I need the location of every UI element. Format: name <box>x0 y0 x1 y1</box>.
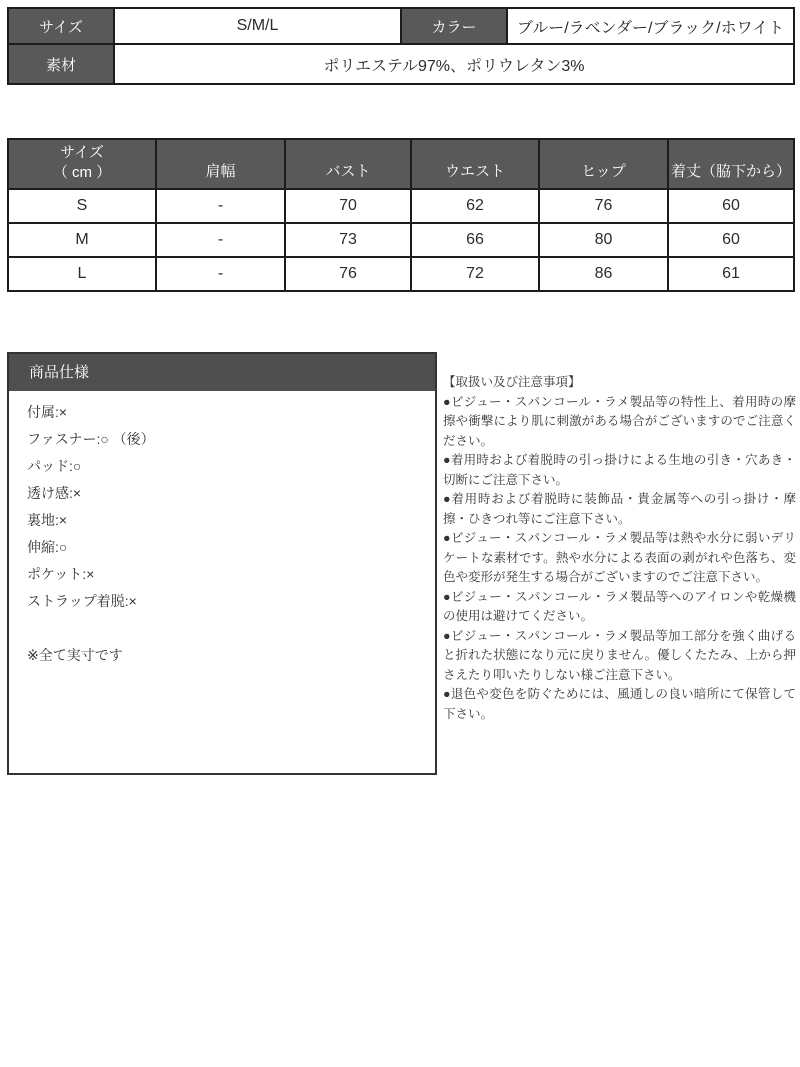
spec-item-pad: パッド:○ <box>27 458 82 474</box>
length-header-cell: 着丈（脇下から） <box>668 139 794 189</box>
product-spec-title: 商品仕様 <box>9 354 435 391</box>
length-value: 60 <box>668 223 794 257</box>
size-chart-row-m <box>8 223 794 257</box>
handling-note-item: ●ビジュー・スパンコール・ラメ製品等へのアイロンや乾燥機の使用は避けてください。 <box>443 589 796 623</box>
waist-value: 62 <box>411 189 539 223</box>
product-spec-box <box>7 352 437 775</box>
handling-notes <box>443 373 796 724</box>
spec-item-pocket: ポケット:× <box>27 566 95 582</box>
size-label: S <box>8 189 156 223</box>
handling-note-item: ●着用時および着脱時の引っ掛けによる生地の引き・穴あき・切断にご注意下さい。 <box>443 453 796 487</box>
size-label: L <box>8 257 156 291</box>
color-value-cell: ブルー/ラベンダー/ブラック/ホワイト <box>507 8 794 44</box>
length-value: 61 <box>668 257 794 291</box>
bust-value: 76 <box>285 257 411 291</box>
waist-value: 72 <box>411 257 539 291</box>
handling-note-item: ●着用時および着脱時に装飾品・貴金属等への引っ掛け・摩擦・ひきつれ等にご注意下さい。 <box>443 492 796 526</box>
spec-item-fastener: ファスナー:○ （後） <box>27 431 155 447</box>
size-cm-header-cell <box>8 139 156 189</box>
material-value-cell: ポリエステル97%、ポリウレタン3% <box>114 44 794 84</box>
material-label-cell: 素材 <box>8 44 114 84</box>
spec-item-fuzoku: 付属:× <box>27 404 68 420</box>
size-chart-table <box>7 138 795 292</box>
handling-note-item: ●退色や変色を防ぐためには、風通しの良い暗所にて保管して下さい。 <box>443 687 796 721</box>
hip-header-cell: ヒップ <box>539 139 668 189</box>
handling-notes-title: 【取扱い及び注意事項】 <box>443 375 581 389</box>
handling-note-item: ●ビジュー・スパンコール・ラメ製品等は熱や水分に弱いデリケートな素材です。熱や水分による表面の剥がれや色落ち、変色や変形が発生する場合がございますのでご注意下さい。 <box>443 531 796 584</box>
handling-note-item: ●ビジュー・スパンコール・ラメ製品等の特性上、着用時の摩擦や衝撃により肌に刺激がある場合がございますのでご注意ください。 <box>443 394 796 448</box>
size-chart-row-s <box>8 189 794 223</box>
bust-value: 73 <box>285 223 411 257</box>
spec-summary-table <box>7 7 795 85</box>
bust-header-cell: バスト <box>285 139 411 189</box>
shoulder-header-cell: 肩幅 <box>156 139 285 189</box>
length-value: 60 <box>668 189 794 223</box>
spec-item-strap: ストラップ着脱:× <box>27 593 137 609</box>
product-spec-list <box>9 391 435 669</box>
hip-value: 76 <box>539 189 668 223</box>
size-chart-header-row <box>8 139 794 189</box>
spec-item-sukekan: 透け感:× <box>27 485 82 501</box>
spec-item-shinshuku: 伸縮:○ <box>27 539 68 555</box>
size-value-cell: S/M/L <box>114 8 401 44</box>
size-chart-row-l <box>8 257 794 291</box>
spec-item-uraji: 裏地:× <box>27 512 68 528</box>
size-header-line2: （ cm ） <box>52 164 112 181</box>
handling-note-item: ●ビジュー・スパンコール・ラメ製品等加工部分を強く曲げると折れた状態になり元に戻りません。優しくたたみ、上から押さえたり叩いたりしない様ご注意下さい。 <box>443 628 796 682</box>
bust-value: 70 <box>285 189 411 223</box>
shoulder-value: - <box>156 223 285 257</box>
hip-value: 80 <box>539 223 668 257</box>
spec-summary-row-size-color <box>8 8 794 44</box>
shoulder-value: - <box>156 257 285 291</box>
spec-summary-row-material <box>8 44 794 84</box>
waist-value: 66 <box>411 223 539 257</box>
size-label-cell: サイズ <box>8 8 114 44</box>
actual-measurement-note: ※全て実寸です <box>27 647 123 663</box>
size-label: M <box>8 223 156 257</box>
shoulder-value: - <box>156 189 285 223</box>
hip-value: 86 <box>539 257 668 291</box>
color-label-cell: カラー <box>401 8 507 44</box>
size-header-line1: サイズ <box>60 144 104 161</box>
waist-header-cell: ウエスト <box>411 139 539 189</box>
